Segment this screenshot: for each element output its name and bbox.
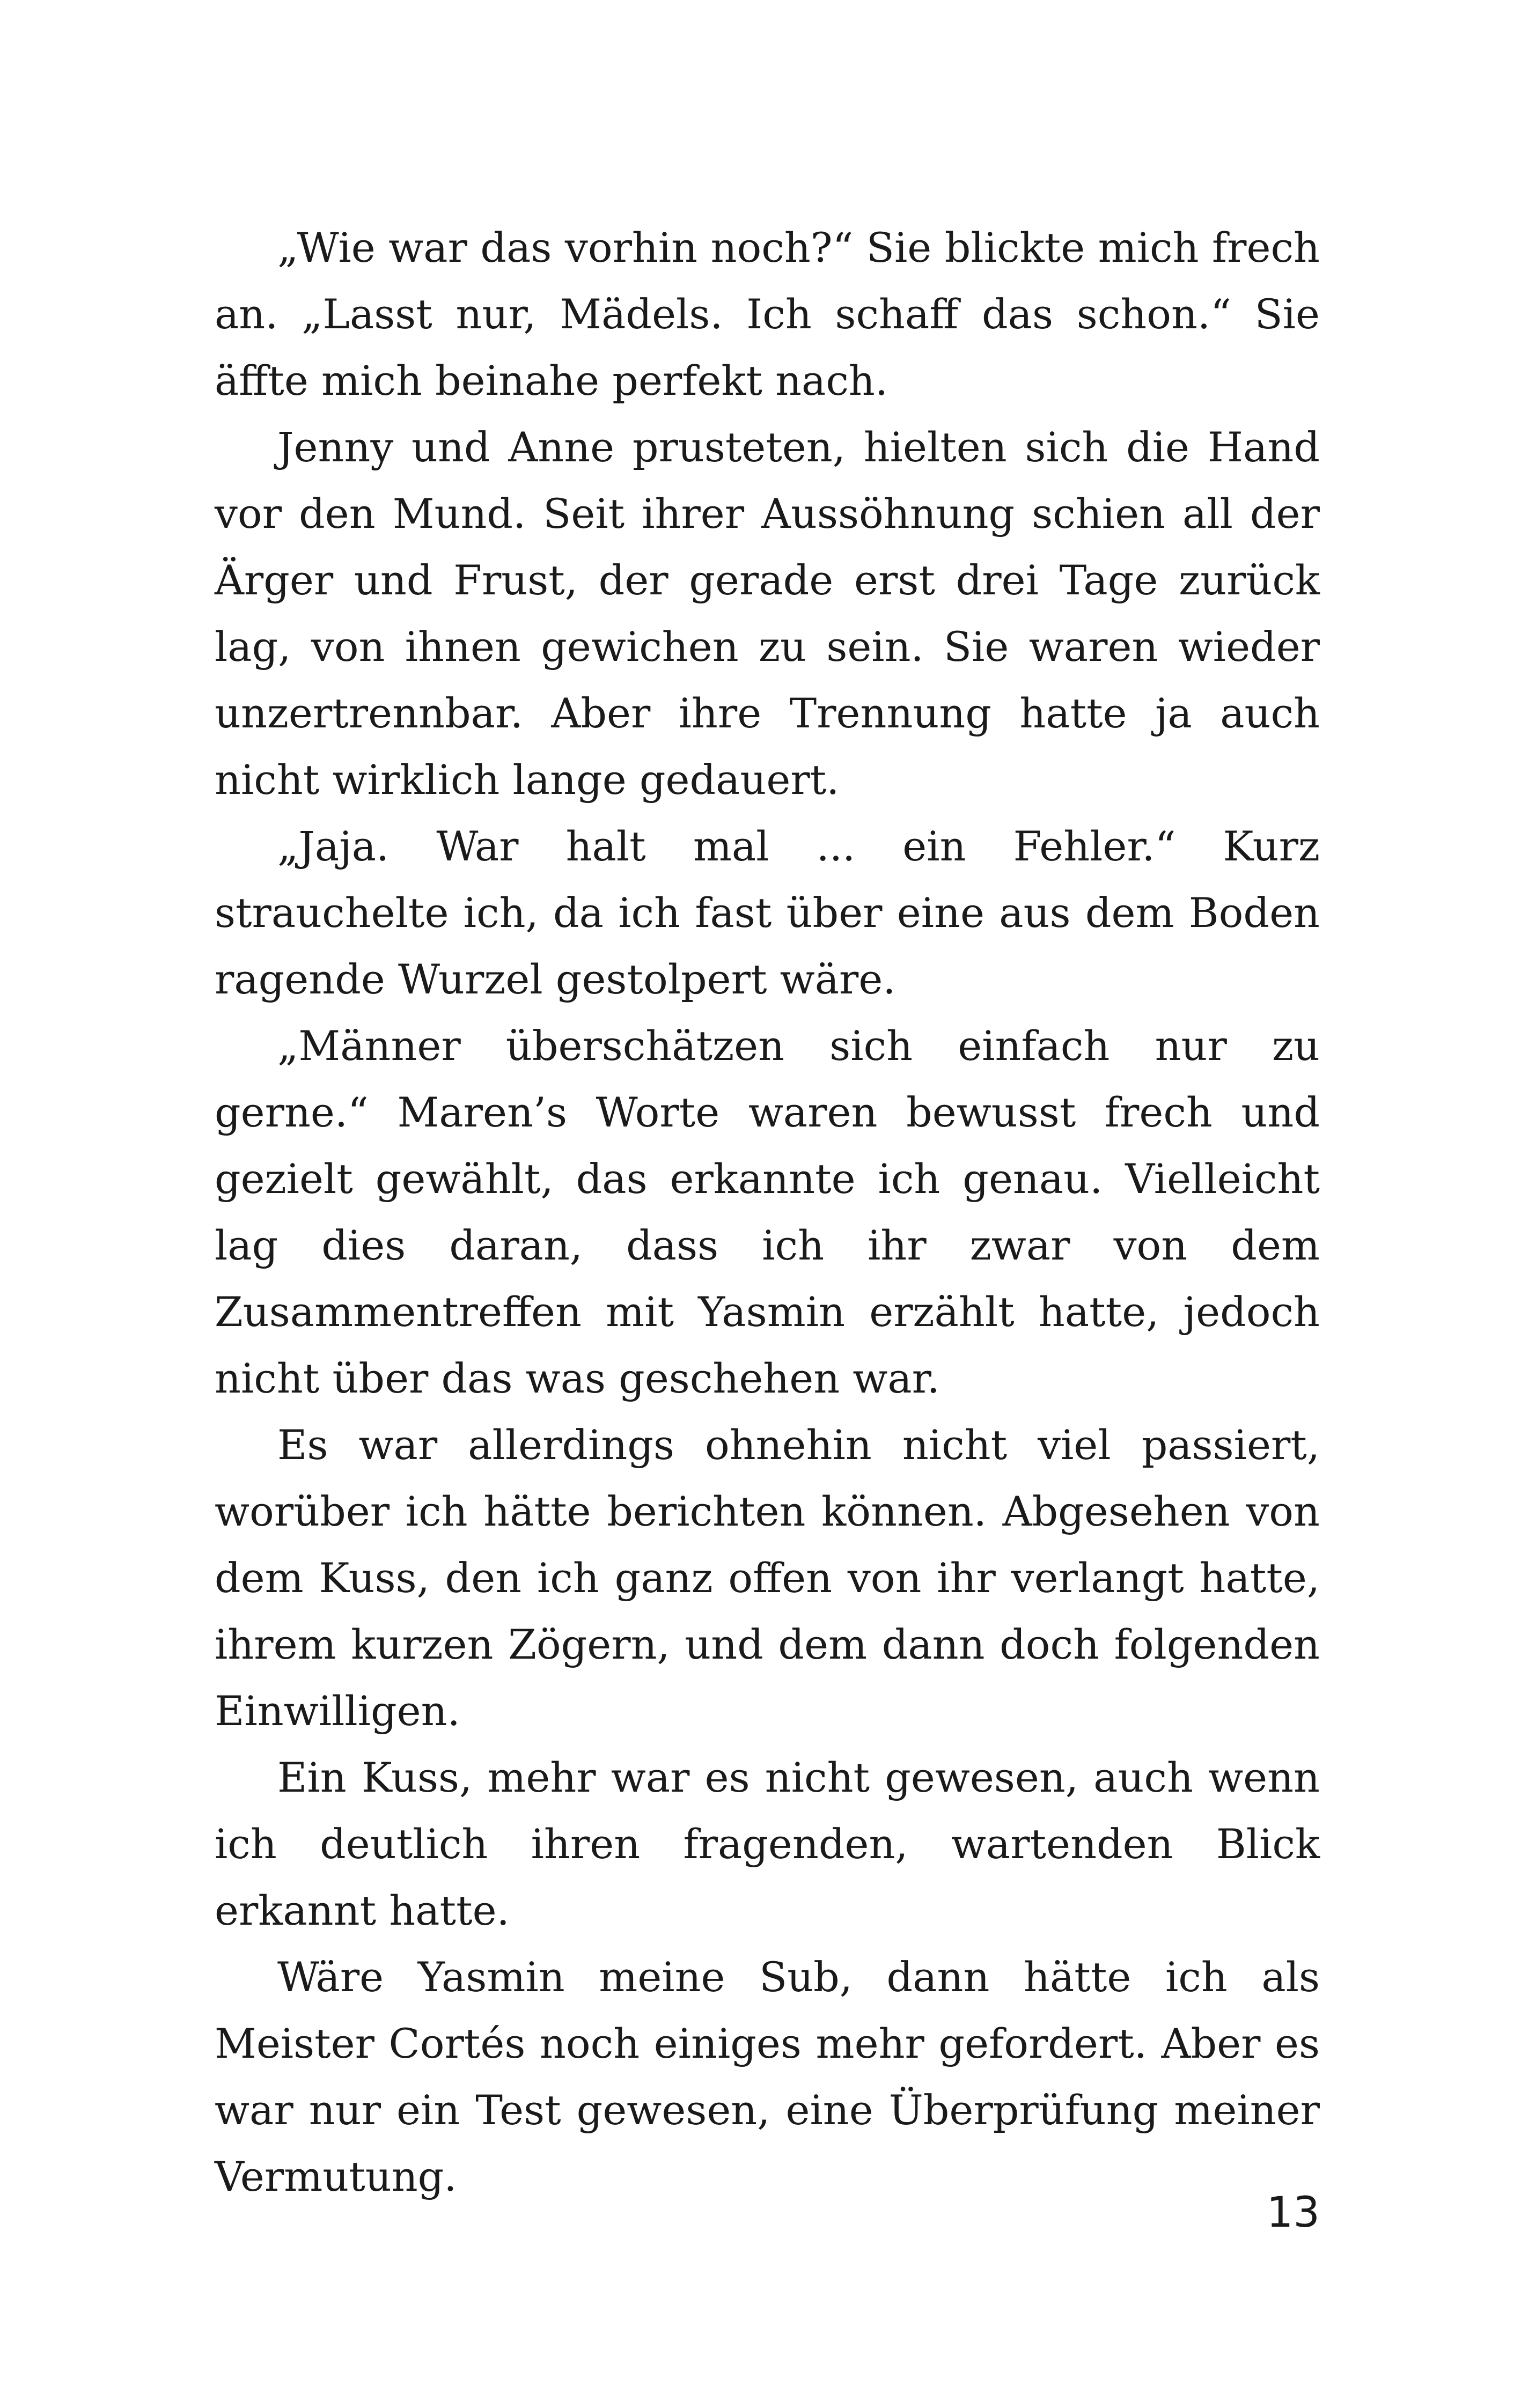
page-number: 13	[1266, 2189, 1320, 2237]
paragraph-1: „Wie war das vorhin noch?“ Sie blickte mich frech an. „Lasst nur, Mädels. Ich schaff das schon.“ Sie äffte mich beinahe perfekt nach.	[215, 224, 1320, 404]
body-text	[215, 215, 1320, 2210]
paragraph-6: Ein Kuss, mehr war es nicht gewesen, auch wenn ich deutlich ihren fragenden, wartenden Blick erkannt hatte.	[215, 1754, 1320, 1934]
paragraph-4: „Männer überschätzen sich einfach nur zu gerne.“ Maren’s Worte waren bewusst frech und gezielt gewählt, das erkannte ich genau. Vielleicht lag dies daran, dass ich ihr zwar von dem Zusammentreffen mit Yasmin erzählt hatte, jedoch nicht über das was geschehen war.	[215, 1022, 1320, 1402]
paragraph-2: Jenny und Anne prusteten, hielten sich die Hand vor den Mund. Seit ihrer Aussöhnung schien all der Ärger und Frust, der gerade erst drei Tage zurück lag, von ihnen gewichen zu sein. Sie waren wieder unzertrennbar. Aber ihre Trennung hatte ja auch nicht wirklich lange gedauert.	[215, 423, 1320, 804]
paragraph-7: Wäre Yasmin meine Sub, dann hätte ich als Meister Cortés noch einiges mehr gefordert. Aber es war nur ein Test gewesen, eine Überprüfung meiner Vermutung.	[215, 1953, 1320, 2200]
paragraph-3: „Jaja. War halt mal ... ein Fehler.“ Kurz strauchelte ich, da ich fast über eine aus dem Boden ragende Wurzel gestolpert wäre.	[215, 822, 1320, 1003]
paragraph-5: Es war allerdings ohnehin nicht viel passiert, worüber ich hätte berichten können. Abgesehen von dem Kuss, den ich ganz offen von ihr verlangt hatte, ihrem kurzen Zögern, und dem dann doch folgenden Einwilligen.	[215, 1421, 1320, 1735]
